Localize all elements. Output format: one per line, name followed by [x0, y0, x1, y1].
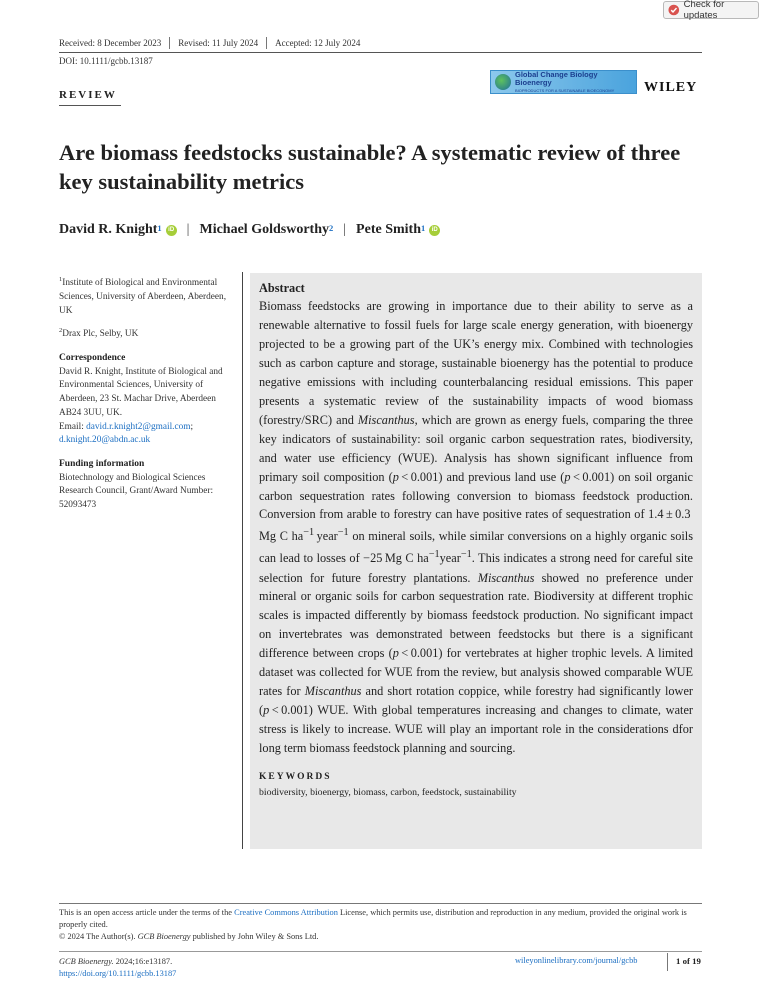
orcid-icon[interactable]: iD: [429, 225, 440, 236]
affiliation-marker: 1: [420, 223, 426, 233]
keywords-heading: KEYWORDS: [259, 772, 332, 783]
check-for-updates-button[interactable]: [663, 1, 759, 19]
footer-rule: [59, 903, 702, 904]
journal-banner-subtitle: BIOPRODUCTS FOR A SUSTAINABLE BIOECONOMY: [515, 88, 615, 93]
header-rule: [59, 52, 702, 53]
license-link[interactable]: Creative Commons Attribution: [234, 908, 338, 917]
date-divider: [266, 37, 267, 49]
revised-date: Revised: 11 July 2024: [178, 38, 259, 48]
author-name: David R. Knight: [59, 222, 158, 237]
citation: [59, 956, 176, 980]
author-list: [59, 222, 440, 238]
publisher-logo: WILEY: [644, 80, 698, 95]
affiliations: [59, 273, 234, 342]
author-separator: |: [186, 222, 190, 237]
abstract-text: Biomass feedstocks are growing in importance due to their ability to serve as a renewable alternative to fossil fuels for large scale energy generation, with bioenergy projected to be a growing part of the UK’s energy mix. Combined with technologies such as carbon capture and storage, sustainable bioenergy has the potential to produce negative emissions with including counterbalancing residual emissions. This paper presents a systematic review of the sustainability impacts of wood biomass (forestry/SRC) and Miscanthus, which are grown as energy fuels, comparing the three key indicators of sustainability: soil organic carbon sequestration rates, biodiversity, and water use efficiency (WUE). Analysis has shown significant influence from primary soil composition (p < 0.001) and previous land use (p < 0.001) on soil organic carbon sequestration rates following conversion to biomass feedstock production. Conversion from arable to forestry can have positive rates of sequestration of 1.4 ± 0.3 Mg C $ha^{-1}$ year$^{-1}$ on mineral soils, while similar conversions on a highly organic soils can lead to losses of −25 Mg C $ha^{-1}year^{-1}$. This indicates a strong need for careful site selection for future forestry plantations. Miscanthus showed no preference under mineral or organic soils for carbon sequestration rate. Biodiversity at different trophic scales is impacted differently by biomass feedstock production. No significant impact on invertebrates was demonstrated between feedstocks but there is a significant difference between crops (p < 0.001) for vertebrates at higher trophic levels. A limited dataset was collected for WUE from the review, but analysis showed comparable WUE rates for Miscanthus and short rotation coppice, while forestry had significantly lower (p < 0.001) WUE. With global temperatures increasing and changes to climate, water stress is likely to increase. WUE will play an important role in the considerations dfor long term biomass feedstock planning and sourcing.: [259, 299, 693, 756]
crossmark-icon: [668, 4, 680, 16]
journal-banner-title: Global Change Biology Bioenergy: [515, 70, 598, 87]
received-date: Received: 8 December 2023: [59, 38, 162, 48]
affiliation-marker: 2: [328, 223, 334, 233]
author-name: Michael Goldsworthy: [199, 222, 329, 237]
journal-site-link[interactable]: wileyonlinelibrary.com/journal/gcbb: [515, 956, 638, 965]
accepted-date: Accepted: 12 July 2024: [275, 38, 361, 48]
affiliation: $^1$Institute of Biological and Environmental Sciences, University of Aberdeen, Aberdeen, UK: [59, 276, 227, 316]
check-for-updates-label: Check for updates: [683, 0, 725, 21]
correspondence: [59, 352, 234, 448]
correspondence-email: Email: david.r.knight2@gmail.com; d.knight.20@abdn.ac.uk: [59, 421, 194, 446]
article-title: Are biomass feedstocks sustainable? A systematic review of three key sustainability metrics: [59, 140, 681, 194]
citation-rule: [59, 951, 702, 952]
page-number: 1 of 19: [676, 956, 701, 966]
author-separator: |: [343, 222, 347, 237]
sidebar: [59, 273, 234, 523]
funding-text: Biotechnology and Biological Sciences Research Council, Grant/Award Number: 52093473: [59, 472, 214, 511]
email-label: Email:: [59, 421, 84, 432]
citation-journal: GCB Bioenergy.: [59, 957, 114, 966]
date-divider: [169, 37, 170, 49]
page-divider: [667, 953, 668, 971]
section-label-underline: [59, 105, 121, 106]
license-note: This is an open access article under the terms of the Creative Commons Attribution License, which permits use, distribution and reproduction in any medium, provided the original work is properly cited. © 2024 The Author(s). GCB Bioenergy published by John Wiley & Sons Ltd.: [59, 908, 687, 942]
funding-heading: Funding information: [59, 458, 145, 469]
affiliation-marker: 1: [157, 223, 162, 233]
doi-link[interactable]: https://doi.org/10.1111/gcbb.13187: [59, 969, 177, 979]
email-link[interactable]: d.knight.20@abdn.ac.uk: [59, 435, 151, 446]
keywords: biodiversity, bioenergy, biomass, carbon, feedstock, sustainability: [259, 787, 517, 799]
correspondence-heading: Correspondence: [59, 353, 126, 363]
abstract-heading: Abstract: [259, 281, 305, 295]
email-link[interactable]: david.r.knight2@gmail.com: [86, 421, 191, 432]
citation-details: 2024;16:e13187.: [113, 957, 173, 966]
journal-banner-text: [515, 71, 636, 93]
column-divider: [242, 272, 243, 849]
abstract-box: [250, 273, 702, 849]
globe-logo-icon: [495, 74, 511, 90]
journal-banner[interactable]: [490, 70, 637, 94]
article-dates: [59, 37, 360, 49]
correspondence-text: David R. Knight, Institute of Biological and Environmental Sciences, University of Aberdeen, 23 St. Machar Drive, Aberdeen AB24 3UU, UK.: [59, 366, 223, 418]
affiliation: $^2$Drax Plc, Selby, UK: [59, 327, 139, 340]
author-name: Pete Smith: [356, 222, 421, 237]
orcid-icon[interactable]: iD: [166, 225, 177, 236]
section-label: REVIEW: [59, 89, 117, 101]
funding: [59, 458, 234, 513]
doi: DOI: 10.1111/gcbb.13187: [59, 56, 153, 66]
